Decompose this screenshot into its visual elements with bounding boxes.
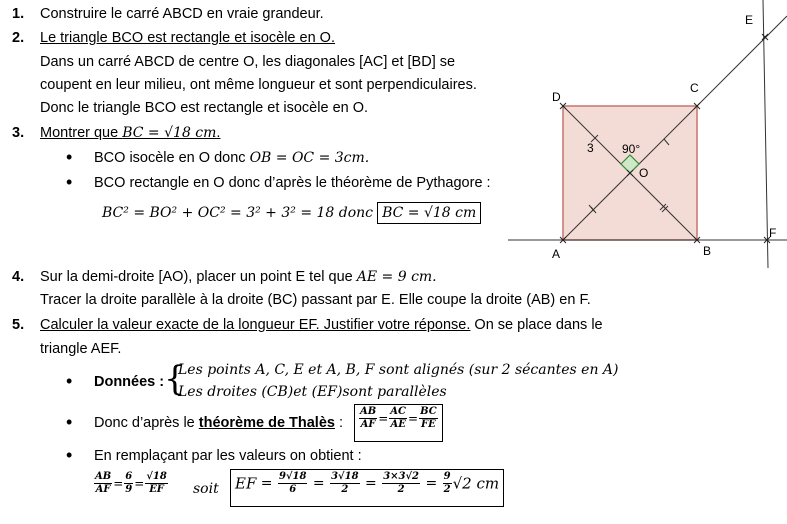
label-b: B [703,244,712,258]
side-length-label: 3 [587,141,594,155]
text-part: : [334,415,344,431]
bullet-icon: • [66,412,73,432]
ef-tail: √2 cm [452,474,500,493]
label-d: D [552,90,561,104]
angle-label: 90° [622,142,641,156]
thales-text [94,414,343,432]
item-number: 5. [12,317,25,333]
bullet-text [94,149,369,167]
fraction: $\frac{BC}{FE}$ [420,406,437,430]
item-number: 1. [12,6,25,22]
geometry-figure [508,0,787,275]
bullet-icon: • [66,445,73,465]
math-part: AE = 9 cm. [356,269,437,285]
label-e: E [745,13,754,27]
fraction: $\frac{3\times 3√2}{2}$ [383,471,420,495]
text-line: Dans un carré ABCD de centre O, les diagonales [AC] et [BD] se [40,54,456,70]
item-title-line [40,316,603,334]
text-line: Tracer la droite parallèle à la droite (BC) passant par E. Elle coupe la droite (AB) en F. [40,292,591,308]
fraction: $\frac{AB}{AF}$ [360,406,377,430]
text-line: triangle AEF. [40,341,122,357]
fraction: $\frac{AB}{AF}$ [95,471,112,495]
bullet-icon: • [66,172,73,192]
text-line: coupent en leur milieu, ont même longueur et sont perpendiculaires. [40,77,477,93]
fraction: $\frac{9√18}{6}$ [279,471,307,495]
label-o: O [639,166,649,180]
item-number: 2. [12,30,25,46]
label-c: C [690,81,699,95]
fraction: $\frac{3√18}{2}$ [331,471,359,495]
equation: BC² = BO² + OC² = 3² + 3² = 18 donc [102,205,374,221]
text-line: Donc le triangle BCO est rectangle et isocèle en O. [40,100,369,116]
text-part: Donc d’après le [94,415,199,431]
fraction: $\frac{AC}{AE}$ [390,406,406,430]
label-f: F [769,226,777,240]
result-box: BC = √18 cm [377,202,481,224]
item-title: Calculer la valeur exacte de la longueur EF. Justifier votre réponse. [40,317,471,333]
bullet-math: OB = OC = 3cm. [249,150,370,166]
donnees-label: Données : [94,374,165,390]
donnees-line: Les droites (CB)et (EF)sont parallèles [178,384,447,400]
brace-icon: { [164,359,186,399]
soit-text: soit [193,481,219,497]
item-text [40,268,437,286]
item-title: Montrer que BC = √18 cm. [40,125,221,141]
fraction: $\frac{√18}{EF}$ [146,471,167,495]
fraction: $\frac{6}{9}$ [125,471,133,495]
pythagore-equation [102,202,481,224]
bullet-text: BCO rectangle en O donc d’après le théorème de Pythagore : [94,175,491,191]
item-number: 4. [12,269,25,285]
item-title: Le triangle BCO est rectangle et isocèle en O. [40,30,335,46]
title-text: Montrer que [40,125,123,141]
donnees-line: Les points A, C, E et A, B, F sont alignés (sur 2 sécantes en A) [178,362,619,378]
final-fractions: $\frac{AB}{AF}$ = $\frac{6}{9}$ = $\frac{√18}{EF}$ [95,471,167,495]
bullet-icon: • [66,371,73,391]
label-a: A [552,247,561,261]
ef-result-box: EF = $\frac{9√18}{6}$ = $\frac{3√18}{2}$ = $\frac{3\times 3√2}{2}$ = $\frac{9}{2}$ √2 cm [230,469,504,507]
text-part: On se place dans le [470,317,603,333]
thales-box: $\frac{AB}{AF}$ = $\frac{AC}{AE}$ = $\frac{BC}{FE}$ [354,404,443,442]
fraction: $\frac{9}{2}$ [443,471,451,495]
remplacant-text: En remplaçant par les valeurs on obtient : [94,448,362,464]
item-number: 3. [12,125,25,141]
bullet-icon: • [66,147,73,167]
bullet-text-part: BCO isocèle en O donc [94,150,250,166]
line-ef [763,0,768,268]
ef-label: EF [235,474,257,493]
thales-theorem: théorème de Thalès [198,415,335,431]
text-part: Sur la demi-droite [AO), placer un point E tel que [40,269,357,285]
title-math: BC = √18 cm [122,125,217,141]
item-text: Construire le carré ABCD en vraie grandeur. [40,6,324,22]
